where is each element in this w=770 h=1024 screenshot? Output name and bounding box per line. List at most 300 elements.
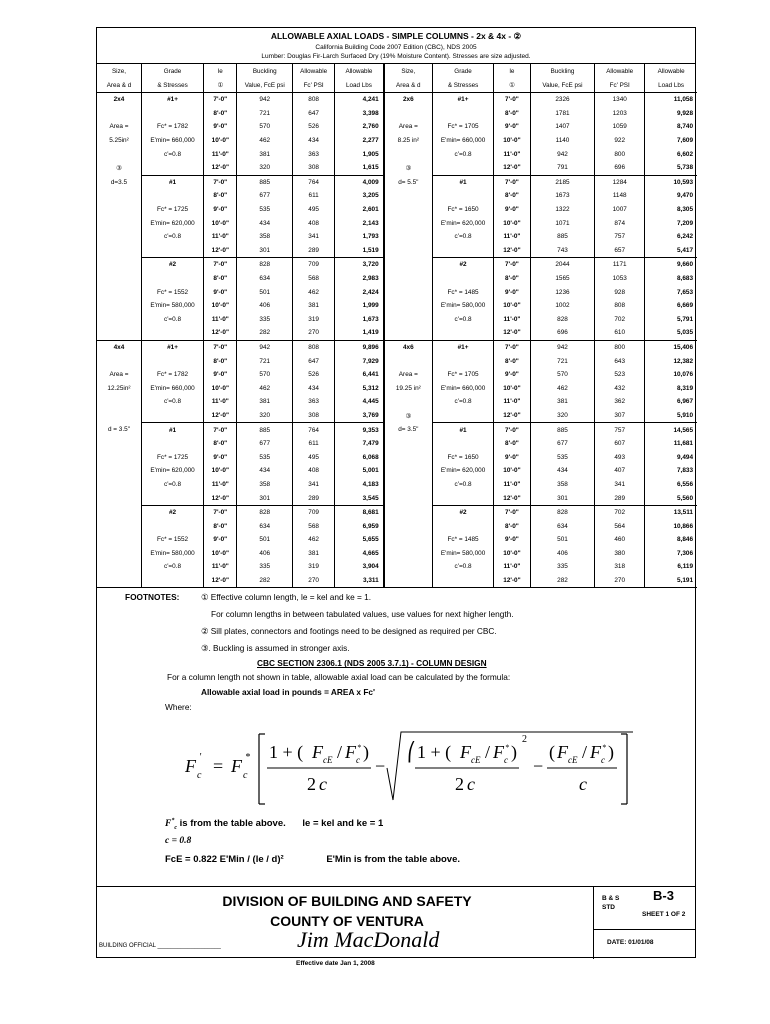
- buckling-cell: 942: [530, 147, 594, 161]
- load-cell: 1,793: [335, 230, 384, 244]
- length-cell: 9'-0": [494, 533, 531, 547]
- size-cell: [384, 547, 433, 561]
- size-cell: Area =: [384, 368, 433, 382]
- buckling-cell: 1673: [530, 189, 594, 203]
- grade-cell: #1: [141, 175, 203, 189]
- length-cell: 9'-0": [494, 368, 531, 382]
- length-cell: 8'-0": [494, 519, 531, 533]
- length-cell: 10'-0": [204, 299, 237, 313]
- load-cell: 10,593: [673, 178, 693, 186]
- svg-text:F: F: [185, 756, 196, 776]
- svg-text:': ': [199, 752, 202, 763]
- column-header-buckling: Value, FcE psi: [530, 78, 594, 93]
- load-cell: 8,319: [677, 384, 693, 392]
- table-row: [97, 519, 697, 533]
- load-cell: 9,928: [677, 109, 693, 117]
- load-cell: 6,119: [677, 563, 693, 571]
- allowable-cell: 308: [293, 409, 335, 423]
- length-cell: 8'-0": [204, 354, 237, 368]
- allowable-cell: 363: [293, 395, 335, 409]
- allowable-cell: 1171: [595, 258, 645, 272]
- std-label: STD: [602, 904, 615, 911]
- length-cell: 11'-0": [494, 395, 531, 409]
- grade-cell: Fc* = 1485: [433, 533, 494, 547]
- grade-cell: E'min= 660,000: [433, 134, 494, 148]
- size-cell: [97, 313, 141, 327]
- svg-text:c: c: [601, 755, 605, 765]
- grade-cell: Fc* = 1725: [141, 203, 203, 217]
- buckling-cell: 1140: [530, 134, 594, 148]
- allowable-cell: 318: [595, 560, 645, 574]
- size-cell: 5.25in²: [97, 134, 141, 148]
- column-header-grade: & Stresses: [141, 78, 203, 93]
- size-cell: 4x6: [384, 340, 433, 354]
- length-cell: 8'-0": [494, 107, 531, 121]
- buckling-cell: 942: [237, 340, 293, 354]
- size-cell: 2x6: [384, 93, 433, 107]
- building-official-line: BUILDING OFFICIAL ___________________: [99, 943, 221, 949]
- allowable-cell: 702: [595, 313, 645, 327]
- column-header-grade: & Stresses: [433, 78, 494, 93]
- length-cell: 7'-0": [204, 505, 237, 519]
- buckling-cell: 570: [237, 120, 293, 134]
- allowable-cell: 341: [293, 478, 335, 492]
- buckling-cell: 570: [530, 368, 594, 382]
- table-row: [97, 175, 697, 189]
- grade-cell: [433, 107, 494, 121]
- grade-cell: [141, 491, 203, 505]
- load-cell: 1,673: [335, 313, 384, 327]
- table-row: [97, 491, 697, 505]
- cbc-title: CBC SECTION 2306.1 (NDS 2005 3.7.1) - COLUMN DESIGN: [257, 658, 487, 669]
- length-cell: 11'-0": [494, 313, 531, 327]
- allowable-cell: 462: [293, 285, 335, 299]
- grade-cell: c'=0.8: [141, 560, 203, 574]
- title-block: [97, 886, 695, 959]
- allowable-cell: 380: [595, 547, 645, 561]
- load-cell: 11,681: [673, 440, 693, 448]
- load-cell: 1,999: [335, 299, 384, 313]
- buckling-cell: 634: [237, 519, 293, 533]
- column-header-load: Allowable: [657, 67, 685, 75]
- grade-cell: [433, 161, 494, 175]
- table-row: [97, 285, 697, 299]
- length-cell: 7'-0": [494, 175, 531, 189]
- grade-cell: c'=0.8: [141, 478, 203, 492]
- buckling-cell: 335: [237, 313, 293, 327]
- buckling-cell: 406: [237, 299, 293, 313]
- column-header-load: Load Lbs: [645, 78, 697, 93]
- allowable-cell: 432: [595, 381, 645, 395]
- grade-cell: c'=0.8: [433, 313, 494, 327]
- buckling-cell: 282: [237, 326, 293, 340]
- length-cell: 12'-0": [204, 161, 237, 175]
- allowable-cell: 800: [595, 147, 645, 161]
- grade-cell: c'=0.8: [433, 147, 494, 161]
- load-cell: 13,511: [673, 509, 693, 517]
- length-cell: 9'-0": [204, 450, 237, 464]
- buckling-cell: 885: [530, 230, 594, 244]
- svg-text:c: c: [356, 755, 360, 765]
- date: DATE: 01/01/08: [607, 939, 654, 946]
- size-cell: [384, 505, 433, 519]
- table-row: [97, 299, 697, 313]
- column-header-buckling: Buckling: [237, 64, 293, 78]
- grade-cell: #1: [433, 423, 494, 437]
- load-cell: 7,209: [677, 219, 693, 227]
- buckling-cell: 2185: [530, 175, 594, 189]
- size-cell: [97, 326, 141, 340]
- load-cell: 3,769: [335, 409, 384, 423]
- grade-cell: E'min= 580,000: [433, 299, 494, 313]
- length-cell: 7'-0": [494, 340, 531, 354]
- buckling-cell: 828: [237, 258, 293, 272]
- allowable-cell: 764: [293, 423, 335, 437]
- buckling-cell: 1071: [530, 216, 594, 230]
- load-cell: 2,601: [335, 203, 384, 217]
- buckling-cell: 696: [530, 326, 594, 340]
- length-cell: 8'-0": [494, 437, 531, 451]
- load-cell: 5,655: [335, 533, 384, 547]
- size-cell: 12.25in²: [97, 381, 141, 395]
- grade-cell: c'=0.8: [433, 560, 494, 574]
- size-cell: [97, 272, 141, 286]
- load-cell: 7,929: [335, 354, 384, 368]
- column-header-grade: Grade: [433, 64, 494, 78]
- length-cell: 12'-0": [204, 326, 237, 340]
- size-cell: Area =: [384, 120, 433, 134]
- svg-text:1 + (: 1 + (: [417, 742, 452, 762]
- buckling-cell: 677: [237, 189, 293, 203]
- allowable-cell: 493: [595, 450, 645, 464]
- length-cell: 11'-0": [204, 147, 237, 161]
- grade-cell: #1+: [141, 340, 203, 354]
- length-cell: 10'-0": [204, 547, 237, 561]
- svg-text:F: F: [557, 742, 568, 762]
- size-cell: [97, 491, 141, 505]
- allowable-cell: 1148: [595, 189, 645, 203]
- size-cell: ③: [384, 409, 433, 423]
- buckling-cell: 335: [530, 560, 594, 574]
- load-cell: 7,306: [677, 549, 693, 557]
- grade-cell: E'min= 580,000: [433, 547, 494, 561]
- table-row: [97, 107, 697, 121]
- size-cell: [97, 230, 141, 244]
- load-cell: 9,494: [677, 453, 693, 461]
- table-row: [97, 258, 697, 272]
- allowable-cell: 647: [293, 354, 335, 368]
- size-cell: [97, 547, 141, 561]
- length-cell: 9'-0": [204, 285, 237, 299]
- table-row: [97, 560, 697, 574]
- allowable-cell: 526: [293, 120, 335, 134]
- svg-text:c: c: [504, 755, 508, 765]
- size-cell: [384, 230, 433, 244]
- table-row: [97, 395, 697, 409]
- allowable-cell: 568: [293, 519, 335, 533]
- table-row: [97, 437, 697, 451]
- buckling-cell: 335: [237, 560, 293, 574]
- grade-cell: Fc* = 1705: [433, 120, 494, 134]
- table-row: [97, 189, 697, 203]
- buckling-cell: 434: [237, 464, 293, 478]
- size-cell: Area =: [97, 120, 141, 134]
- buckling-cell: 282: [530, 574, 594, 588]
- length-cell: 9'-0": [204, 368, 237, 382]
- buckling-cell: 721: [237, 354, 293, 368]
- allowable-cell: 381: [293, 547, 335, 561]
- length-cell: 9'-0": [494, 203, 531, 217]
- grade-cell: [433, 326, 494, 340]
- allowable-cell: 922: [595, 134, 645, 148]
- length-cell: 9'-0": [204, 533, 237, 547]
- size-cell: 19.25 in²: [384, 381, 433, 395]
- length-cell: 10'-0": [204, 464, 237, 478]
- grade-cell: [433, 519, 494, 533]
- load-cell: 14,565: [673, 426, 693, 434]
- load-cell: 11,058: [673, 96, 693, 104]
- size-cell: [97, 107, 141, 121]
- svg-text:−: −: [375, 756, 386, 776]
- load-cell: 5,035: [645, 326, 697, 340]
- allowable-cell: 462: [293, 533, 335, 547]
- allowable-cell: 1059: [595, 120, 645, 134]
- cbc-formula-line: Allowable axial load in pounds = AREA x Fc': [201, 687, 376, 698]
- buckling-cell: 381: [237, 395, 293, 409]
- table-row: [97, 340, 697, 354]
- length-cell: 10'-0": [204, 134, 237, 148]
- load-cell: 2,983: [335, 272, 384, 286]
- buckling-cell: 1781: [530, 107, 594, 121]
- grade-cell: E'min= 620,000: [433, 464, 494, 478]
- length-cell: 11'-0": [494, 560, 531, 574]
- grade-cell: #2: [141, 505, 203, 519]
- svg-text:cE: cE: [323, 755, 333, 765]
- grade-cell: E'min= 580,000: [141, 547, 203, 561]
- size-cell: [384, 574, 433, 588]
- allowable-cell: 408: [293, 464, 335, 478]
- buckling-cell: 1565: [530, 272, 594, 286]
- buckling-cell: 634: [530, 519, 594, 533]
- length-cell: 12'-0": [494, 574, 531, 588]
- load-cell: 12,382: [673, 357, 693, 365]
- size-cell: [97, 258, 141, 272]
- table-row: [97, 161, 697, 175]
- allowable-cell: 568: [293, 272, 335, 286]
- size-cell: d= 5.5": [384, 175, 433, 189]
- load-cell: 4,009: [335, 175, 384, 189]
- svg-text:): ): [363, 742, 369, 762]
- buckling-cell: 381: [237, 147, 293, 161]
- allowable-cell: 757: [595, 423, 645, 437]
- allowable-cell: 808: [293, 340, 335, 354]
- svg-text:F: F: [590, 742, 601, 762]
- size-cell: [384, 203, 433, 217]
- table-row: [97, 313, 697, 327]
- allowable-cell: 564: [595, 519, 645, 533]
- buckling-cell: 942: [237, 93, 293, 107]
- definition-2: c = 0.8: [165, 836, 192, 846]
- load-cell: 4,665: [335, 547, 384, 561]
- svg-text:⎛: ⎛: [407, 742, 416, 762]
- column-header-allowable: Fc' PSI: [595, 78, 645, 93]
- grade-cell: Fc* = 1552: [141, 285, 203, 299]
- buckling-cell: 358: [530, 478, 594, 492]
- allowable-cell: 874: [595, 216, 645, 230]
- grade-cell: [141, 354, 203, 368]
- length-cell: 11'-0": [204, 230, 237, 244]
- allowable-cell: 607: [595, 437, 645, 451]
- load-cell: 3,545: [335, 491, 384, 505]
- length-cell: 9'-0": [494, 450, 531, 464]
- svg-text:=: =: [213, 756, 224, 776]
- size-cell: [384, 216, 433, 230]
- grade-cell: Fc* = 1782: [141, 120, 203, 134]
- length-cell: 7'-0": [494, 505, 531, 519]
- size-cell: [384, 354, 433, 368]
- table-row: [97, 423, 697, 437]
- svg-text:−: −: [533, 756, 544, 776]
- load-cell: 6,967: [677, 398, 693, 406]
- column-header-allowable: Allowable: [293, 64, 335, 78]
- size-cell: [97, 216, 141, 230]
- table-header: [97, 31, 695, 64]
- load-cell: 5,417: [645, 244, 697, 258]
- size-cell: [97, 409, 141, 423]
- buckling-cell: 677: [237, 437, 293, 451]
- buckling-cell: 320: [237, 409, 293, 423]
- load-cell: 8,305: [677, 206, 693, 214]
- grade-cell: #1: [433, 175, 494, 189]
- length-cell: 11'-0": [494, 230, 531, 244]
- allowable-cell: 764: [293, 175, 335, 189]
- division-name: DIVISION OF BUILDING AND SAFETY: [222, 893, 472, 909]
- svg-text:c: c: [197, 770, 202, 781]
- grade-cell: [433, 491, 494, 505]
- allowable-cell: 270: [595, 574, 645, 588]
- size-cell: 8.25 in²: [384, 134, 433, 148]
- table-row: [97, 272, 697, 286]
- grade-cell: [141, 189, 203, 203]
- table-row: [97, 368, 697, 382]
- buckling-cell: 677: [530, 437, 594, 451]
- buckling-cell: 434: [530, 464, 594, 478]
- grade-cell: [141, 409, 203, 423]
- length-cell: 11'-0": [494, 147, 531, 161]
- allowable-cell: 341: [293, 230, 335, 244]
- table-row: [97, 230, 697, 244]
- column-header-allowable: Fc' PSI: [293, 78, 335, 93]
- lumber-note: Lumber: Douglas Fir-Larch Surfaced Dry (19% Moisture Content). Stresses are size adjusted.: [261, 53, 531, 60]
- svg-text:F: F: [493, 742, 504, 762]
- buckling-cell: 1236: [530, 285, 594, 299]
- allowable-cell: 757: [595, 230, 645, 244]
- table-row: [97, 547, 697, 561]
- size-cell: [97, 450, 141, 464]
- buckling-cell: 501: [237, 285, 293, 299]
- grade-cell: [433, 437, 494, 451]
- size-cell: [384, 258, 433, 272]
- county-name: COUNTY OF VENTURA: [270, 913, 424, 929]
- size-cell: [97, 147, 141, 161]
- buckling-cell: 828: [530, 505, 594, 519]
- allowable-cell: 808: [595, 299, 645, 313]
- length-cell: 7'-0": [204, 175, 237, 189]
- allowable-cell: 657: [595, 244, 645, 258]
- load-cell: 15,406: [673, 343, 693, 351]
- size-cell: [384, 450, 433, 464]
- grade-cell: [433, 574, 494, 588]
- allowable-cell: 289: [595, 491, 645, 505]
- allowable-cell: 308: [293, 161, 335, 175]
- allowable-cell: 808: [293, 93, 335, 107]
- grade-cell: [141, 107, 203, 121]
- grade-cell: c'=0.8: [141, 313, 203, 327]
- grade-cell: c'=0.8: [141, 147, 203, 161]
- load-cell: 5,560: [645, 491, 697, 505]
- buckling-cell: 462: [237, 134, 293, 148]
- grade-cell: E'min= 620,000: [141, 216, 203, 230]
- size-cell: [97, 478, 141, 492]
- length-cell: 7'-0": [204, 258, 237, 272]
- load-cell: 5,791: [677, 315, 693, 323]
- load-cell: 4,445: [335, 395, 384, 409]
- svg-text:2: 2: [455, 774, 464, 794]
- size-cell: [384, 491, 433, 505]
- buckling-cell: 743: [530, 244, 594, 258]
- allowable-cell: 434: [293, 381, 335, 395]
- table-row: [97, 533, 697, 547]
- load-cell: 3,398: [335, 107, 384, 121]
- buckling-cell: 942: [530, 340, 594, 354]
- buckling-cell: 358: [237, 230, 293, 244]
- load-cell: 10,866: [673, 522, 693, 530]
- grade-cell: [433, 272, 494, 286]
- svg-text:): ): [608, 742, 614, 762]
- load-cell: 6,441: [335, 368, 384, 382]
- table-row: [97, 574, 697, 588]
- allowable-cell: 611: [293, 189, 335, 203]
- size-cell: [384, 107, 433, 121]
- svg-text:*: *: [357, 743, 361, 752]
- table-row: [97, 147, 697, 161]
- load-cell: 1,905: [335, 147, 384, 161]
- allowable-cell: 407: [595, 464, 645, 478]
- buckling-cell: 535: [237, 450, 293, 464]
- length-cell: 8'-0": [204, 519, 237, 533]
- column-header-le: le: [494, 64, 531, 78]
- size-cell: [384, 244, 433, 258]
- grade-cell: c'=0.8: [433, 478, 494, 492]
- length-cell: 10'-0": [494, 464, 531, 478]
- allowable-cell: 1007: [595, 203, 645, 217]
- bs-label: B & S: [602, 895, 620, 902]
- load-cell: 2,760: [335, 120, 384, 134]
- grade-cell: E'min= 580,000: [141, 299, 203, 313]
- load-cell: 1,615: [335, 161, 384, 175]
- grade-cell: [433, 189, 494, 203]
- load-cell: 8,846: [677, 536, 693, 544]
- column-header-row: [97, 78, 697, 93]
- column-header-le: ①: [204, 78, 237, 93]
- grade-cell: Fc* = 1485: [433, 285, 494, 299]
- cbc-intro: For a column length not shown in table, allowable axial load can be calculated by the formula:: [167, 672, 511, 683]
- column-header-allowable: Allowable: [595, 64, 645, 78]
- allowable-cell: 709: [293, 505, 335, 519]
- size-cell: Area =: [97, 368, 141, 382]
- svg-text:(: (: [549, 742, 555, 762]
- buckling-cell: 282: [237, 574, 293, 588]
